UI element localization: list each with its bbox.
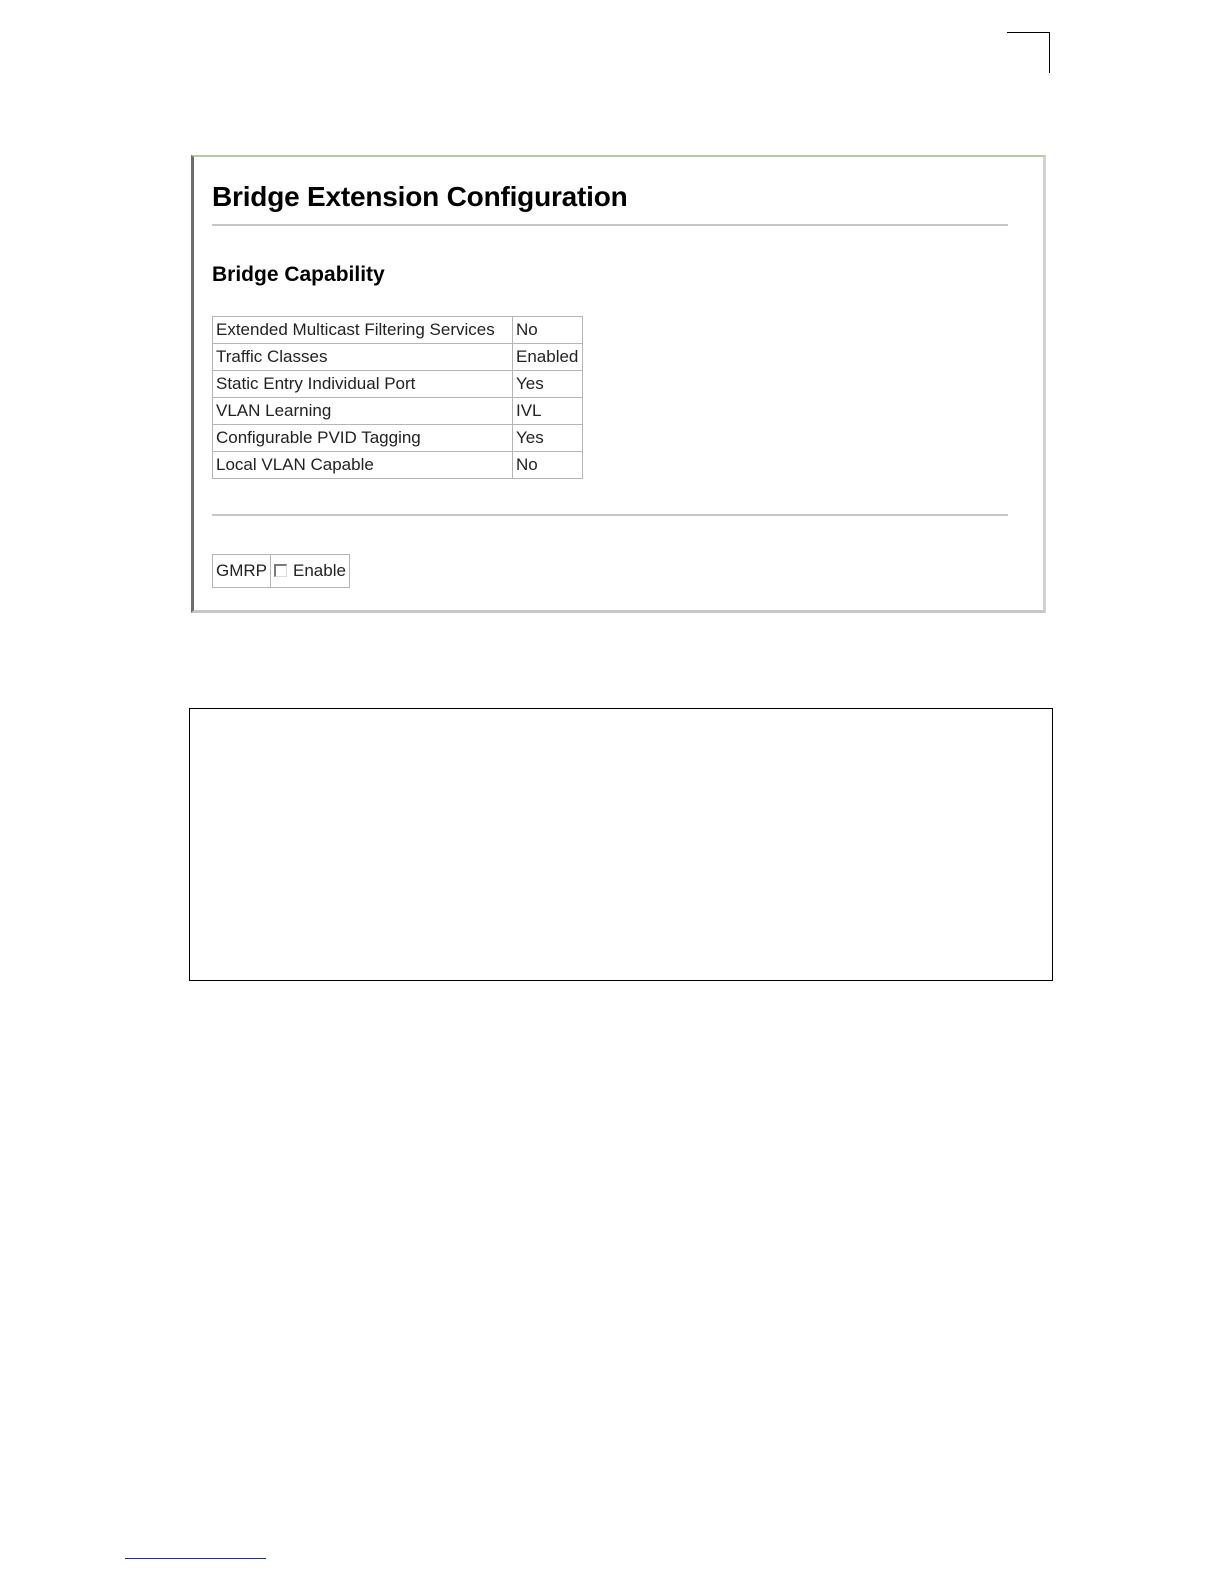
capability-value: Yes — [513, 425, 583, 452]
table-row — [213, 555, 350, 588]
capability-label: Static Entry Individual Port — [213, 371, 513, 398]
gmrp-enable-cell[interactable] — [271, 555, 350, 588]
empty-text-box — [189, 708, 1053, 981]
gmrp-table — [212, 554, 350, 588]
crop-mark-horizontal — [1007, 32, 1050, 33]
capability-label: VLAN Learning — [213, 398, 513, 425]
capability-value: No — [513, 317, 583, 344]
table-row — [213, 371, 583, 398]
capability-label: Configurable PVID Tagging — [213, 425, 513, 452]
table-row — [213, 317, 583, 344]
capability-value: No — [513, 452, 583, 479]
table-row — [213, 398, 583, 425]
form-divider — [212, 514, 1008, 516]
table-row — [213, 452, 583, 479]
table-row — [213, 425, 583, 452]
gmrp-label: GMRP — [213, 555, 271, 588]
gmrp-enable-label[interactable]: Enable — [293, 561, 346, 580]
capability-value: Enabled — [513, 344, 583, 371]
title-divider — [212, 224, 1008, 226]
capability-label: Traffic Classes — [213, 344, 513, 371]
checkbox-unchecked-icon[interactable] — [274, 564, 287, 577]
section-title: Bridge Capability — [212, 263, 385, 286]
table-row — [213, 344, 583, 371]
capability-label: Local VLAN Capable — [213, 452, 513, 479]
bridge-extension-panel — [191, 155, 1046, 613]
crop-mark-vertical — [1049, 32, 1050, 73]
capability-value: IVL — [513, 398, 583, 425]
capability-label: Extended Multicast Filtering Services — [213, 317, 513, 344]
capability-value: Yes — [513, 371, 583, 398]
footer-rule — [125, 1558, 266, 1559]
page-title: Bridge Extension Configuration — [212, 181, 628, 212]
capability-table — [212, 316, 583, 479]
